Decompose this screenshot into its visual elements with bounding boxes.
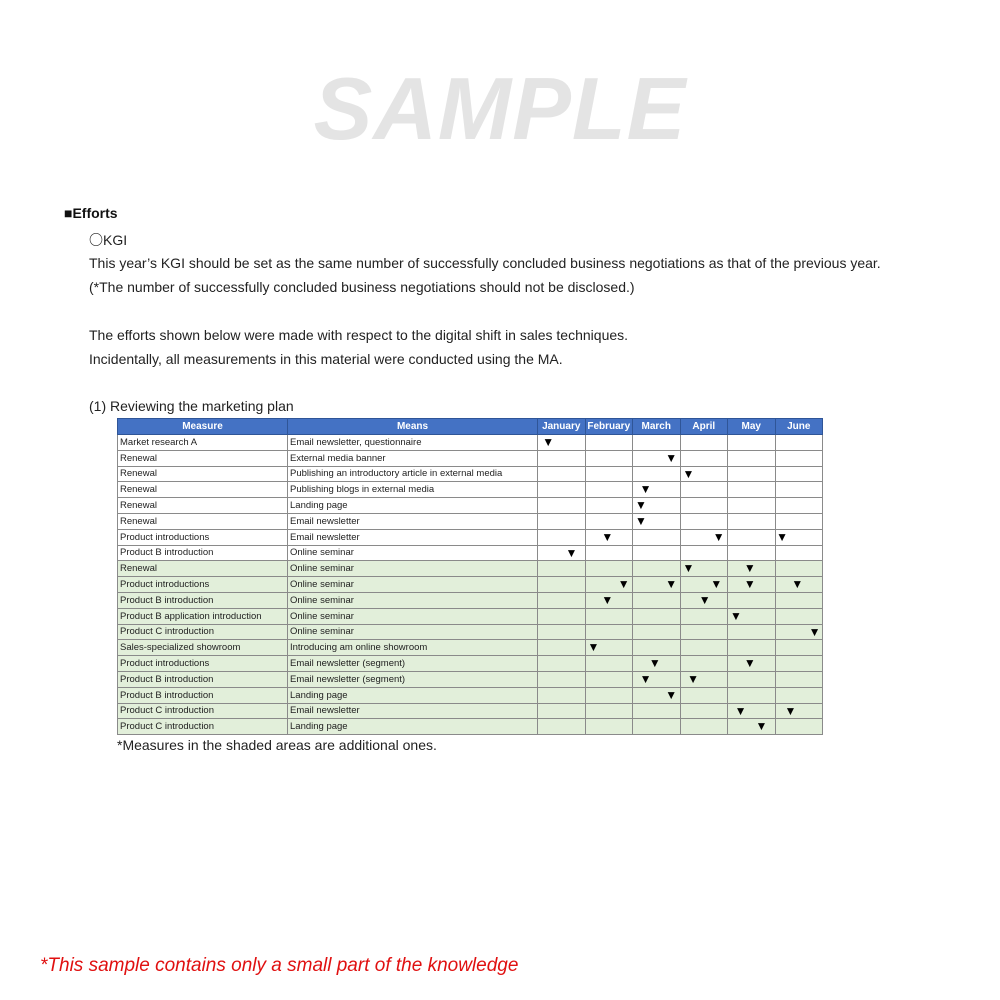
month-cell [728,640,776,656]
month-cell [585,513,633,529]
measure-cell: Product B application introduction [118,608,288,624]
month-cell [680,608,728,624]
schedule-marker-icon: ▼ [712,529,725,544]
month-cell [538,687,586,703]
month-cell [633,561,681,577]
table-row [118,624,823,640]
schedule-marker-icon: ▼ [682,466,695,481]
month-cell [775,529,823,545]
means-cell: Online seminar [288,545,538,561]
month-cell [538,561,586,577]
measure-cell: Renewal [118,498,288,514]
measure-cell: Product B introduction [118,687,288,703]
table-row [118,703,823,719]
measure-cell: Product C introduction [118,719,288,735]
month-cell [775,435,823,451]
table-row [118,466,823,482]
month-cell [585,466,633,482]
table-row [118,450,823,466]
month-cell [775,687,823,703]
means-cell: Landing page [288,498,538,514]
month-cell [538,656,586,672]
measure-cell: Renewal [118,482,288,498]
month-cell [728,592,776,608]
month-cell [538,466,586,482]
month-cell [585,719,633,735]
means-cell: Email newsletter (segment) [288,656,538,672]
header-measure: Measure [118,419,288,435]
month-cell [585,703,633,719]
table-row [118,656,823,672]
schedule-marker-icon: ▼ [665,577,678,592]
month-cell [775,671,823,687]
month-cell [538,703,586,719]
means-cell: Email newsletter (segment) [288,671,538,687]
means-cell: Email newsletter [288,529,538,545]
means-cell: Email newsletter, questionnaire [288,435,538,451]
month-cell [680,529,728,545]
month-cell [775,624,823,640]
table-row [118,640,823,656]
table-row [118,561,823,577]
month-cell [538,592,586,608]
means-cell: External media banner [288,450,538,466]
month-cell [633,513,681,529]
month-cell [585,592,633,608]
month-cell [728,435,776,451]
measure-cell: Product C introduction [118,703,288,719]
schedule-marker-icon: ▼ [617,577,630,592]
month-cell [585,656,633,672]
table-row [118,482,823,498]
month-cell [585,624,633,640]
means-cell: Landing page [288,687,538,703]
table-row [118,592,823,608]
table-row [118,671,823,687]
month-cell [538,513,586,529]
month-cell [775,703,823,719]
table-row [118,529,823,545]
measure-cell: Renewal [118,466,288,482]
month-cell [585,640,633,656]
month-cell [728,513,776,529]
measure-cell: Product introductions [118,577,288,593]
means-cell: Introducing am online showroom [288,640,538,656]
month-cell [633,498,681,514]
month-cell [728,624,776,640]
means-cell: Online seminar [288,608,538,624]
month-cell [585,671,633,687]
month-cell [633,450,681,466]
month-cell [633,608,681,624]
header-means: Means [288,419,538,435]
month-cell [680,498,728,514]
means-cell: Online seminar [288,561,538,577]
kgi-note: (*The number of successfully concluded business negotiations should not be disclosed.) [89,279,635,295]
month-cell [538,498,586,514]
schedule-marker-icon: ▼ [791,577,804,592]
schedule-marker-icon: ▼ [665,450,678,465]
month-cell [728,656,776,672]
month-cell [680,656,728,672]
month-cell [538,640,586,656]
month-cell [585,687,633,703]
month-cell [633,640,681,656]
measure-cell: Product introductions [118,656,288,672]
section-heading: ■Efforts [64,205,118,221]
header-february: February [585,419,633,435]
month-cell [585,545,633,561]
month-cell [775,545,823,561]
month-cell [680,640,728,656]
month-cell [680,466,728,482]
schedule-marker-icon: ▼ [734,703,747,718]
schedule-marker-icon: ▼ [587,640,600,655]
schedule-marker-icon: ▼ [776,529,788,544]
marketing-plan-table [117,418,823,735]
month-cell [585,498,633,514]
month-cell [585,529,633,545]
measure-cell: Renewal [118,513,288,529]
measure-cell: Market research A [118,435,288,451]
schedule-marker-icon: ▼ [743,656,756,671]
schedule-marker-icon: ▼ [639,671,652,686]
month-cell [775,498,823,514]
schedule-marker-icon: ▼ [565,545,578,560]
month-cell [680,513,728,529]
month-cell [728,498,776,514]
month-cell [538,671,586,687]
month-cell [728,482,776,498]
month-cell [538,608,586,624]
month-cell [538,450,586,466]
month-cell [728,687,776,703]
schedule-marker-icon: ▼ [634,513,647,528]
means-cell: Landing page [288,719,538,735]
month-cell [775,482,823,498]
month-cell [728,671,776,687]
month-cell [585,561,633,577]
schedule-marker-icon: ▼ [634,498,647,513]
plan-title: (1) Reviewing the marketing plan [89,398,294,414]
month-cell [680,435,728,451]
month-cell [728,529,776,545]
month-cell [680,577,728,593]
month-cell [633,545,681,561]
header-january: January [538,419,586,435]
header-march: March [633,419,681,435]
measure-cell: Product introductions [118,529,288,545]
month-cell [728,608,776,624]
month-cell [585,482,633,498]
kgi-paragraph: This year’s KGI should be set as the same number of successfully concluded business negotiations as that of the previous year. [89,255,881,271]
means-cell: Publishing blogs in external media [288,482,538,498]
month-cell [680,671,728,687]
month-cell [680,482,728,498]
schedule-marker-icon: ▼ [542,435,555,449]
schedule-marker-icon: ▼ [729,608,742,623]
schedule-marker-icon: ▼ [710,577,723,592]
measure-cell: Renewal [118,450,288,466]
schedule-marker-icon: ▼ [648,656,661,671]
month-cell [775,608,823,624]
month-cell [585,435,633,451]
schedule-marker-icon: ▼ [682,561,695,576]
month-cell [633,624,681,640]
schedule-marker-icon: ▼ [601,529,614,544]
month-cell [728,719,776,735]
month-cell [680,703,728,719]
month-cell [680,624,728,640]
schedule-marker-icon: ▼ [687,671,700,686]
sample-disclaimer: *This sample contains only a small part of the knowledge [40,955,519,976]
month-cell [775,561,823,577]
measure-cell: Sales-specialized showroom [118,640,288,656]
table-row [118,608,823,624]
shaded-footnote: *Measures in the shaded areas are additional ones. [117,737,437,753]
kgi-label: 〇KGI [89,232,128,248]
means-cell: Publishing an introductory article in external media [288,466,538,482]
month-cell [680,450,728,466]
month-cell [633,671,681,687]
month-cell [585,577,633,593]
month-cell [633,656,681,672]
month-cell [538,529,586,545]
table-row [118,577,823,593]
table-header-row [118,419,823,435]
schedule-marker-icon: ▼ [743,561,756,576]
sample-watermark: SAMPLE [313,59,687,158]
month-cell [633,529,681,545]
month-cell [538,482,586,498]
month-cell [775,577,823,593]
schedule-marker-icon: ▼ [639,482,652,497]
month-cell [775,656,823,672]
efforts-paragraph: The efforts shown below were made with respect to the digital shift in sales techniques. [89,327,629,343]
month-cell [538,577,586,593]
means-cell: Online seminar [288,592,538,608]
month-cell [775,450,823,466]
month-cell [775,592,823,608]
table-row [118,687,823,703]
month-cell [633,482,681,498]
month-cell [680,687,728,703]
month-cell [538,624,586,640]
table-row [118,513,823,529]
means-cell: Online seminar [288,624,538,640]
month-cell [633,577,681,593]
month-cell [633,703,681,719]
month-cell [728,561,776,577]
month-cell [538,435,586,451]
month-cell [633,592,681,608]
schedule-marker-icon: ▼ [808,624,821,639]
table-row [118,719,823,735]
schedule-marker-icon: ▼ [698,592,711,607]
month-cell [633,687,681,703]
measure-cell: Product B introduction [118,671,288,687]
month-cell [775,513,823,529]
month-cell [775,719,823,735]
means-cell: Email newsletter [288,703,538,719]
month-cell [633,466,681,482]
measure-cell: Product B introduction [118,545,288,561]
means-cell: Email newsletter [288,513,538,529]
header-may: May [728,419,776,435]
month-cell [775,466,823,482]
schedule-marker-icon: ▼ [601,592,614,607]
table-row [118,498,823,514]
month-cell [728,545,776,561]
measure-cell: Product C introduction [118,624,288,640]
month-cell [633,719,681,735]
schedule-marker-icon: ▼ [743,577,756,592]
means-cell: Online seminar [288,577,538,593]
table-row [118,435,823,451]
month-cell [538,719,586,735]
measure-cell: Renewal [118,561,288,577]
month-cell [633,435,681,451]
month-cell [728,703,776,719]
schedule-marker-icon: ▼ [665,687,678,702]
month-cell [728,466,776,482]
schedule-marker-icon: ▼ [784,703,797,718]
month-cell [680,719,728,735]
table-row [118,545,823,561]
month-cell [538,545,586,561]
header-april: April [680,419,728,435]
schedule-marker-icon: ▼ [755,719,768,734]
month-cell [680,561,728,577]
month-cell [775,640,823,656]
month-cell [680,545,728,561]
month-cell [680,592,728,608]
month-cell [585,608,633,624]
measure-cell: Product B introduction [118,592,288,608]
measurement-note: Incidentally, all measurements in this material were conducted using the MA. [89,351,563,367]
month-cell [728,577,776,593]
header-june: June [775,419,823,435]
month-cell [728,450,776,466]
month-cell [585,450,633,466]
